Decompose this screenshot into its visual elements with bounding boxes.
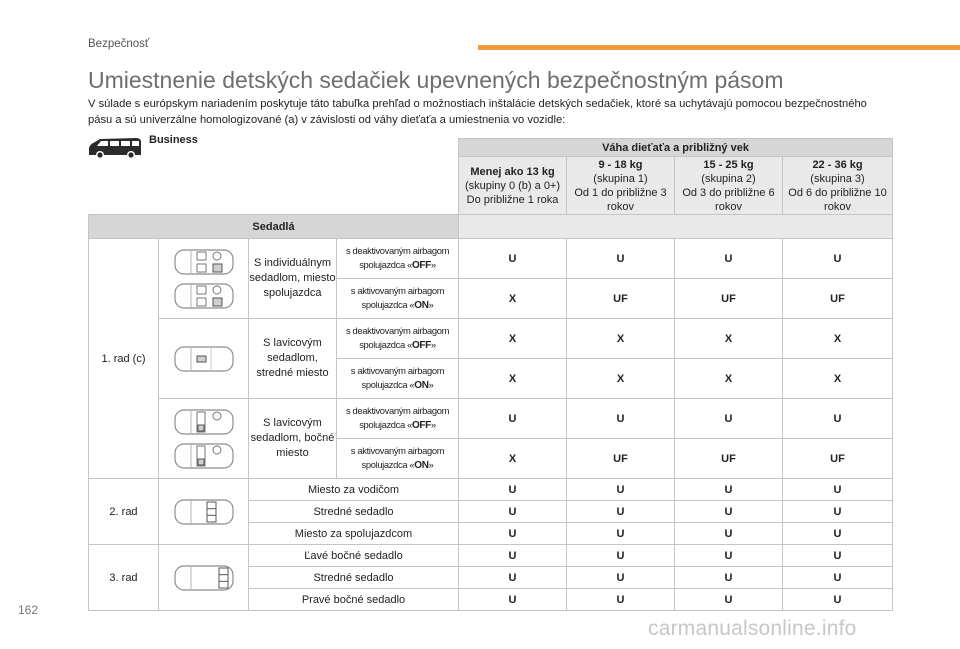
airbag-on-label: s aktivovaným airbagom spolujazdca «ON» [337, 359, 459, 399]
row1-group0-diagram [159, 239, 249, 319]
cell-r1g0-on-1: UF [567, 279, 675, 319]
cell-r3-2-2: U [675, 589, 783, 611]
cell-r1g0-off-0: U [459, 239, 567, 279]
weight-col-3: 22 - 36 kg (skupina 3) Od 6 do približne 10 rokov [783, 157, 893, 215]
row2-pos-1: Stredné sedadlo [249, 501, 459, 523]
cell-r3-0-1: U [567, 545, 675, 567]
row1-group2-seat: S lavicovým sedadlom, bočné miesto [249, 399, 337, 479]
cell-r1g1-off-1: X [567, 319, 675, 359]
row3-pos-0: Ľavé bočné sedadlo [249, 545, 459, 567]
cell-r1g1-on-3: X [783, 359, 893, 399]
weight-col-0: Menej ako 13 kg (skupiny 0 (b) a 0+) Do približne 1 roka [459, 157, 567, 215]
row3-pos-2: Pravé bočné sedadlo [249, 589, 459, 611]
cell-r1g0-off-2: U [675, 239, 783, 279]
car-seat-diagram-icon [173, 497, 235, 527]
cell-r3-1-1: U [567, 567, 675, 589]
vehicle-variant-label: Business [149, 134, 198, 146]
cell-r1g1-on-2: X [675, 359, 783, 399]
airbag-off-label: s deaktivovaným airbagom spolujazdca «OFF» [337, 239, 459, 279]
cell-r1g2-on-3: UF [783, 439, 893, 479]
seats-header: Sedadlá [89, 215, 459, 239]
row1-group0-seat: S individuálnym sedadlom, miesto spolujazdca [249, 239, 337, 319]
weight-col-2: 15 - 25 kg (skupina 2) Od 3 do približne 6 rokov [675, 157, 783, 215]
airbag-on-label: s aktivovaným airbagom spolujazdca «ON» [337, 279, 459, 319]
cell-r2-2-0: U [459, 523, 567, 545]
cell-r2-1-0: U [459, 501, 567, 523]
watermark: carmanualsonline.info [648, 617, 857, 640]
cell-r1g2-off-1: U [567, 399, 675, 439]
cell-r1g0-on-3: UF [783, 279, 893, 319]
cell-r1g2-off-3: U [783, 399, 893, 439]
cell-r2-2-1: U [567, 523, 675, 545]
car-seat-diagram-icon [173, 281, 235, 311]
seats-header-filler [459, 215, 893, 239]
cell-r1g1-off-0: X [459, 319, 567, 359]
car-seat-diagram-icon [173, 441, 235, 471]
cell-r1g0-on-0: X [459, 279, 567, 319]
cell-r1g2-on-0: X [459, 439, 567, 479]
row1-group1-diagram [159, 319, 249, 399]
cell-r3-0-0: U [459, 545, 567, 567]
cell-r1g0-on-2: UF [675, 279, 783, 319]
row1-group1-seat: S lavicovým sedadlom, stredné miesto [249, 319, 337, 399]
cell-r1g0-off-3: U [783, 239, 893, 279]
cell-r3-2-3: U [783, 589, 893, 611]
cell-r2-0-0: U [459, 479, 567, 501]
cell-r3-1-0: U [459, 567, 567, 589]
row2-label: 2. rad [89, 479, 159, 545]
cell-r2-1-1: U [567, 501, 675, 523]
cell-r2-1-3: U [783, 501, 893, 523]
cell-r1g1-on-0: X [459, 359, 567, 399]
cell-r3-0-3: U [783, 545, 893, 567]
row3-label: 3. rad [89, 545, 159, 611]
row1-group2-diagram [159, 399, 249, 479]
cell-r1g2-off-2: U [675, 399, 783, 439]
cell-r3-1-2: U [675, 567, 783, 589]
cell-r1g2-off-0: U [459, 399, 567, 439]
cell-r3-0-2: U [675, 545, 783, 567]
row1-label: 1. rad (c) [89, 239, 159, 479]
page-title: Umiestnenie detských sedačiek upevnených bezpečnostným pásom [88, 67, 784, 93]
cell-r1g2-on-1: UF [567, 439, 675, 479]
cell-r2-0-3: U [783, 479, 893, 501]
page-number: 162 [18, 603, 39, 617]
row3-pos-1: Stredné sedadlo [249, 567, 459, 589]
section-accent-bar [478, 45, 960, 50]
cell-r1g0-off-1: U [567, 239, 675, 279]
cell-r1g2-on-2: UF [675, 439, 783, 479]
airbag-off-label: s deaktivovaným airbagom spolujazdca «OFF» [337, 319, 459, 359]
cell-r1g1-on-1: X [567, 359, 675, 399]
weight-col-1: 9 - 18 kg (skupina 1) Od 1 do približne 3 rokov [567, 157, 675, 215]
child-seat-table [88, 138, 893, 611]
row3-diagram [159, 545, 249, 611]
intro-paragraph: V súlade s európskym nariadením poskytuje táto tabuľka prehľad o možnostiach inštalácie detských sedačiek, ktoré sa uchytávajú pomocou bezpečnostného pásu a sú univerzálne homologizované (a) v závislosti od váhy dieťaťa a umiestnenia vo vozidle: [88, 98, 867, 126]
cell-r1g1-off-3: X [783, 319, 893, 359]
section-title: Bezpečnosť [88, 38, 150, 50]
cell-r2-0-2: U [675, 479, 783, 501]
cell-r2-1-2: U [675, 501, 783, 523]
cell-r2-2-2: U [675, 523, 783, 545]
car-seat-diagram-icon [173, 344, 235, 374]
weight-header: Váha dieťaťa a približný vek [459, 139, 893, 157]
airbag-off-label: s deaktivovaným airbagom spolujazdca «OFF» [337, 399, 459, 439]
car-seat-diagram-icon [173, 563, 235, 593]
row2-diagram [159, 479, 249, 545]
row2-pos-0: Miesto za vodičom [249, 479, 459, 501]
cell-r3-2-1: U [567, 589, 675, 611]
airbag-on-label: s aktivovaným airbagom spolujazdca «ON» [337, 439, 459, 479]
cell-r2-2-3: U [783, 523, 893, 545]
car-seat-diagram-icon [173, 247, 235, 277]
car-seat-diagram-icon [173, 407, 235, 437]
cell-r2-0-1: U [567, 479, 675, 501]
cell-r3-2-0: U [459, 589, 567, 611]
cell-r1g1-off-2: X [675, 319, 783, 359]
row2-pos-2: Miesto za spolujazdcom [249, 523, 459, 545]
cell-r3-1-3: U [783, 567, 893, 589]
